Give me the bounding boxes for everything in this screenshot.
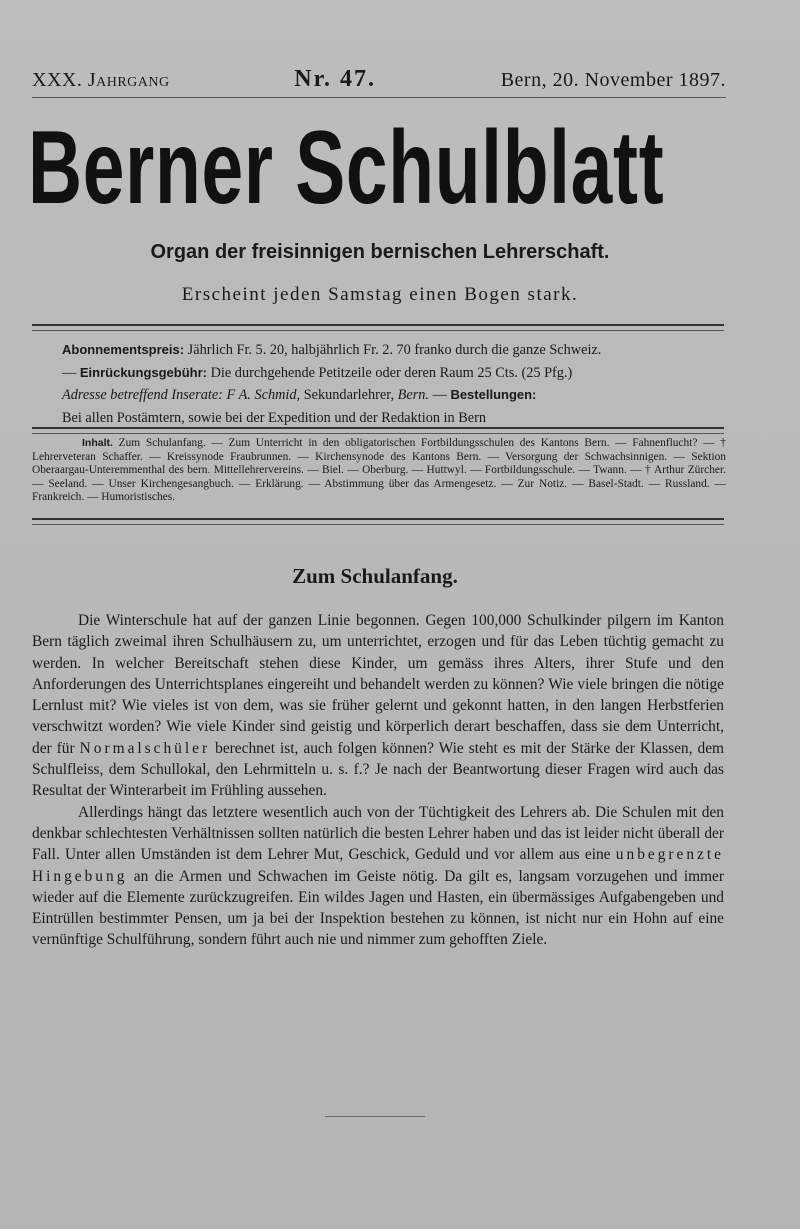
table-of-contents xyxy=(32,437,726,505)
article-paragraph xyxy=(32,802,724,951)
orders-line: Bei allen Postämtern, sowie bei der Expedition und der Redaktion in Bern xyxy=(62,409,487,426)
masthead-subtitle: Organ der freisinnigen bernischen Lehrerschaft. xyxy=(150,241,610,263)
article-heading: Zum Schulanfang. xyxy=(292,564,458,588)
subscription-info xyxy=(62,339,722,429)
insertion-dash: — xyxy=(62,364,77,381)
issue-header xyxy=(32,66,726,93)
article-paragraph xyxy=(32,610,724,802)
volume-year: XXX. Jahrgang xyxy=(32,69,170,91)
contents-label: Inhalt. xyxy=(82,437,113,449)
subscription-label: Abonnementspreis: xyxy=(62,342,185,357)
paragraph-text: berechnet ist, auch folgen können? Wie steht es mit der Stärke der Klassen, dem Schulfleiss, dem Schullokal, den Lehrmitteln u. s. f.? Je nach der Beantwortung dieser Fragen wird auch das Resultat der Winterarbeit im Frühling aussehen. xyxy=(32,739,724,800)
orders-label: Bestellungen: xyxy=(450,387,537,402)
subscription-price: Jährlich Fr. 5. 20, halbjährlich Fr. 2. 70 franko durch die ganze Schweiz. xyxy=(187,342,602,358)
address-role: Sekundarlehrer, xyxy=(303,387,395,403)
issue-number: Nr. 47. xyxy=(294,66,377,92)
insertion-fee: Die durchgehende Petitzeile oder deren Raum 25 Cts. (25 Pfg.) xyxy=(210,364,573,381)
address-city: Bern. xyxy=(397,387,429,403)
publication-frequency: Erscheint jeden Samstag einen Bogen stark. xyxy=(181,284,579,305)
address-dash: — xyxy=(432,387,447,403)
section-end-rule xyxy=(325,1116,425,1117)
address-label: Adresse betreffend Inserate: xyxy=(62,387,223,403)
double-rule xyxy=(32,324,724,331)
insertion-line xyxy=(62,362,722,385)
paragraph-text: Die Winterschule hat auf der ganzen Linie begonnen. Gegen 100,000 Schulkinder pilgern im Kanton Bern täglich zweimal ihren Schulhäusern zu, um unterrichtet, erzogen und für das Leben tüchtig gemacht zu werden. In welcher Bereitschaft stehen diese Kinder, um gemäss ihres Alters, ihrer Stufe und den Anforderungen des Unterrichtsplanes eingereiht und behandelt werden zu können? Wie viele bringen die nötige Lernlust mit? Wie vieles ist von dem, was sie früher gelernt und gekonnt hatten, in den langen Herbstferien verschwitzt worden? Wie viele Kinder sind geistig und körperlich derart beschaffen, dass sie dem Unterricht, der für xyxy=(32,612,724,757)
header-rule xyxy=(32,97,726,98)
address-line xyxy=(62,384,722,407)
spaced-emphasis: unbegrenzte Hingebung xyxy=(32,846,724,885)
insertion-label: Einrückungsgebühr: xyxy=(79,364,207,380)
contents-text: Zum Schulanfang. — Zum Unterricht in den obligatorischen Fortbildungsschulen des Kantons Bern. — Fahnenflucht? — † Lehrerveteran Schaffer. — Kreissynode Fraubrunnen. — Kirchensynode des Kantons Bern. — Versorgung der Schwachsinnigen. — Sektion Oberaargau-Unteremmenthal des bern. Mittellehrervereins. — Biel. — Oberburg. — Huttwyl. — Fortbildungsschule. — Twann. — † Arthur Zürcher. — Seeland. — Unser Kirchengesangbuch. — Erklärung. — Abstimmung über das Armengesetz. — Zur Notiz. — Basel-Stadt. — Russland. — Frankreich. — Humoristisches. xyxy=(32,437,726,504)
masthead-title: Berner Schulblatt xyxy=(28,110,665,226)
article-body xyxy=(32,610,724,951)
address-name: F A. Schmid, xyxy=(226,387,301,403)
paragraph-text: an die Armen und Schwachen im Geiste nötig. Da gilt es, langsam vorzugehen und immer wieder auf die Elemente zurückzugreifen. Ein wildes Jagen und Hasten, ein übermässiges Aufgabengeben und Eintrüllen bestimmter Pensen, um ja bei der Inspektion bestehen zu können, ist nicht nur ein Hohn auf eine vernünftige Schulführung, sondern führt auch nie und nimmer zum gehofften Ziele. xyxy=(32,867,724,949)
spaced-emphasis: Normalschüler xyxy=(79,739,211,757)
double-rule xyxy=(32,427,724,434)
subscription-line xyxy=(62,339,722,362)
place-date: Bern, 20. November 1897. xyxy=(500,69,726,91)
paragraph-text: Allerdings hängt das letztere wesentlich auch von der Tüchtigkeit des Lehrers ab. Die Schulen mit den denkbar schlechtesten Verhältnissen sollten natürlich die besten Lehrer haben und das ist leider nicht überall der Fall. Unter allen Umständen ist dem Lehrer Mut, Geschick, Geduld und vor allem aus eine xyxy=(32,803,724,864)
double-rule xyxy=(32,518,724,525)
